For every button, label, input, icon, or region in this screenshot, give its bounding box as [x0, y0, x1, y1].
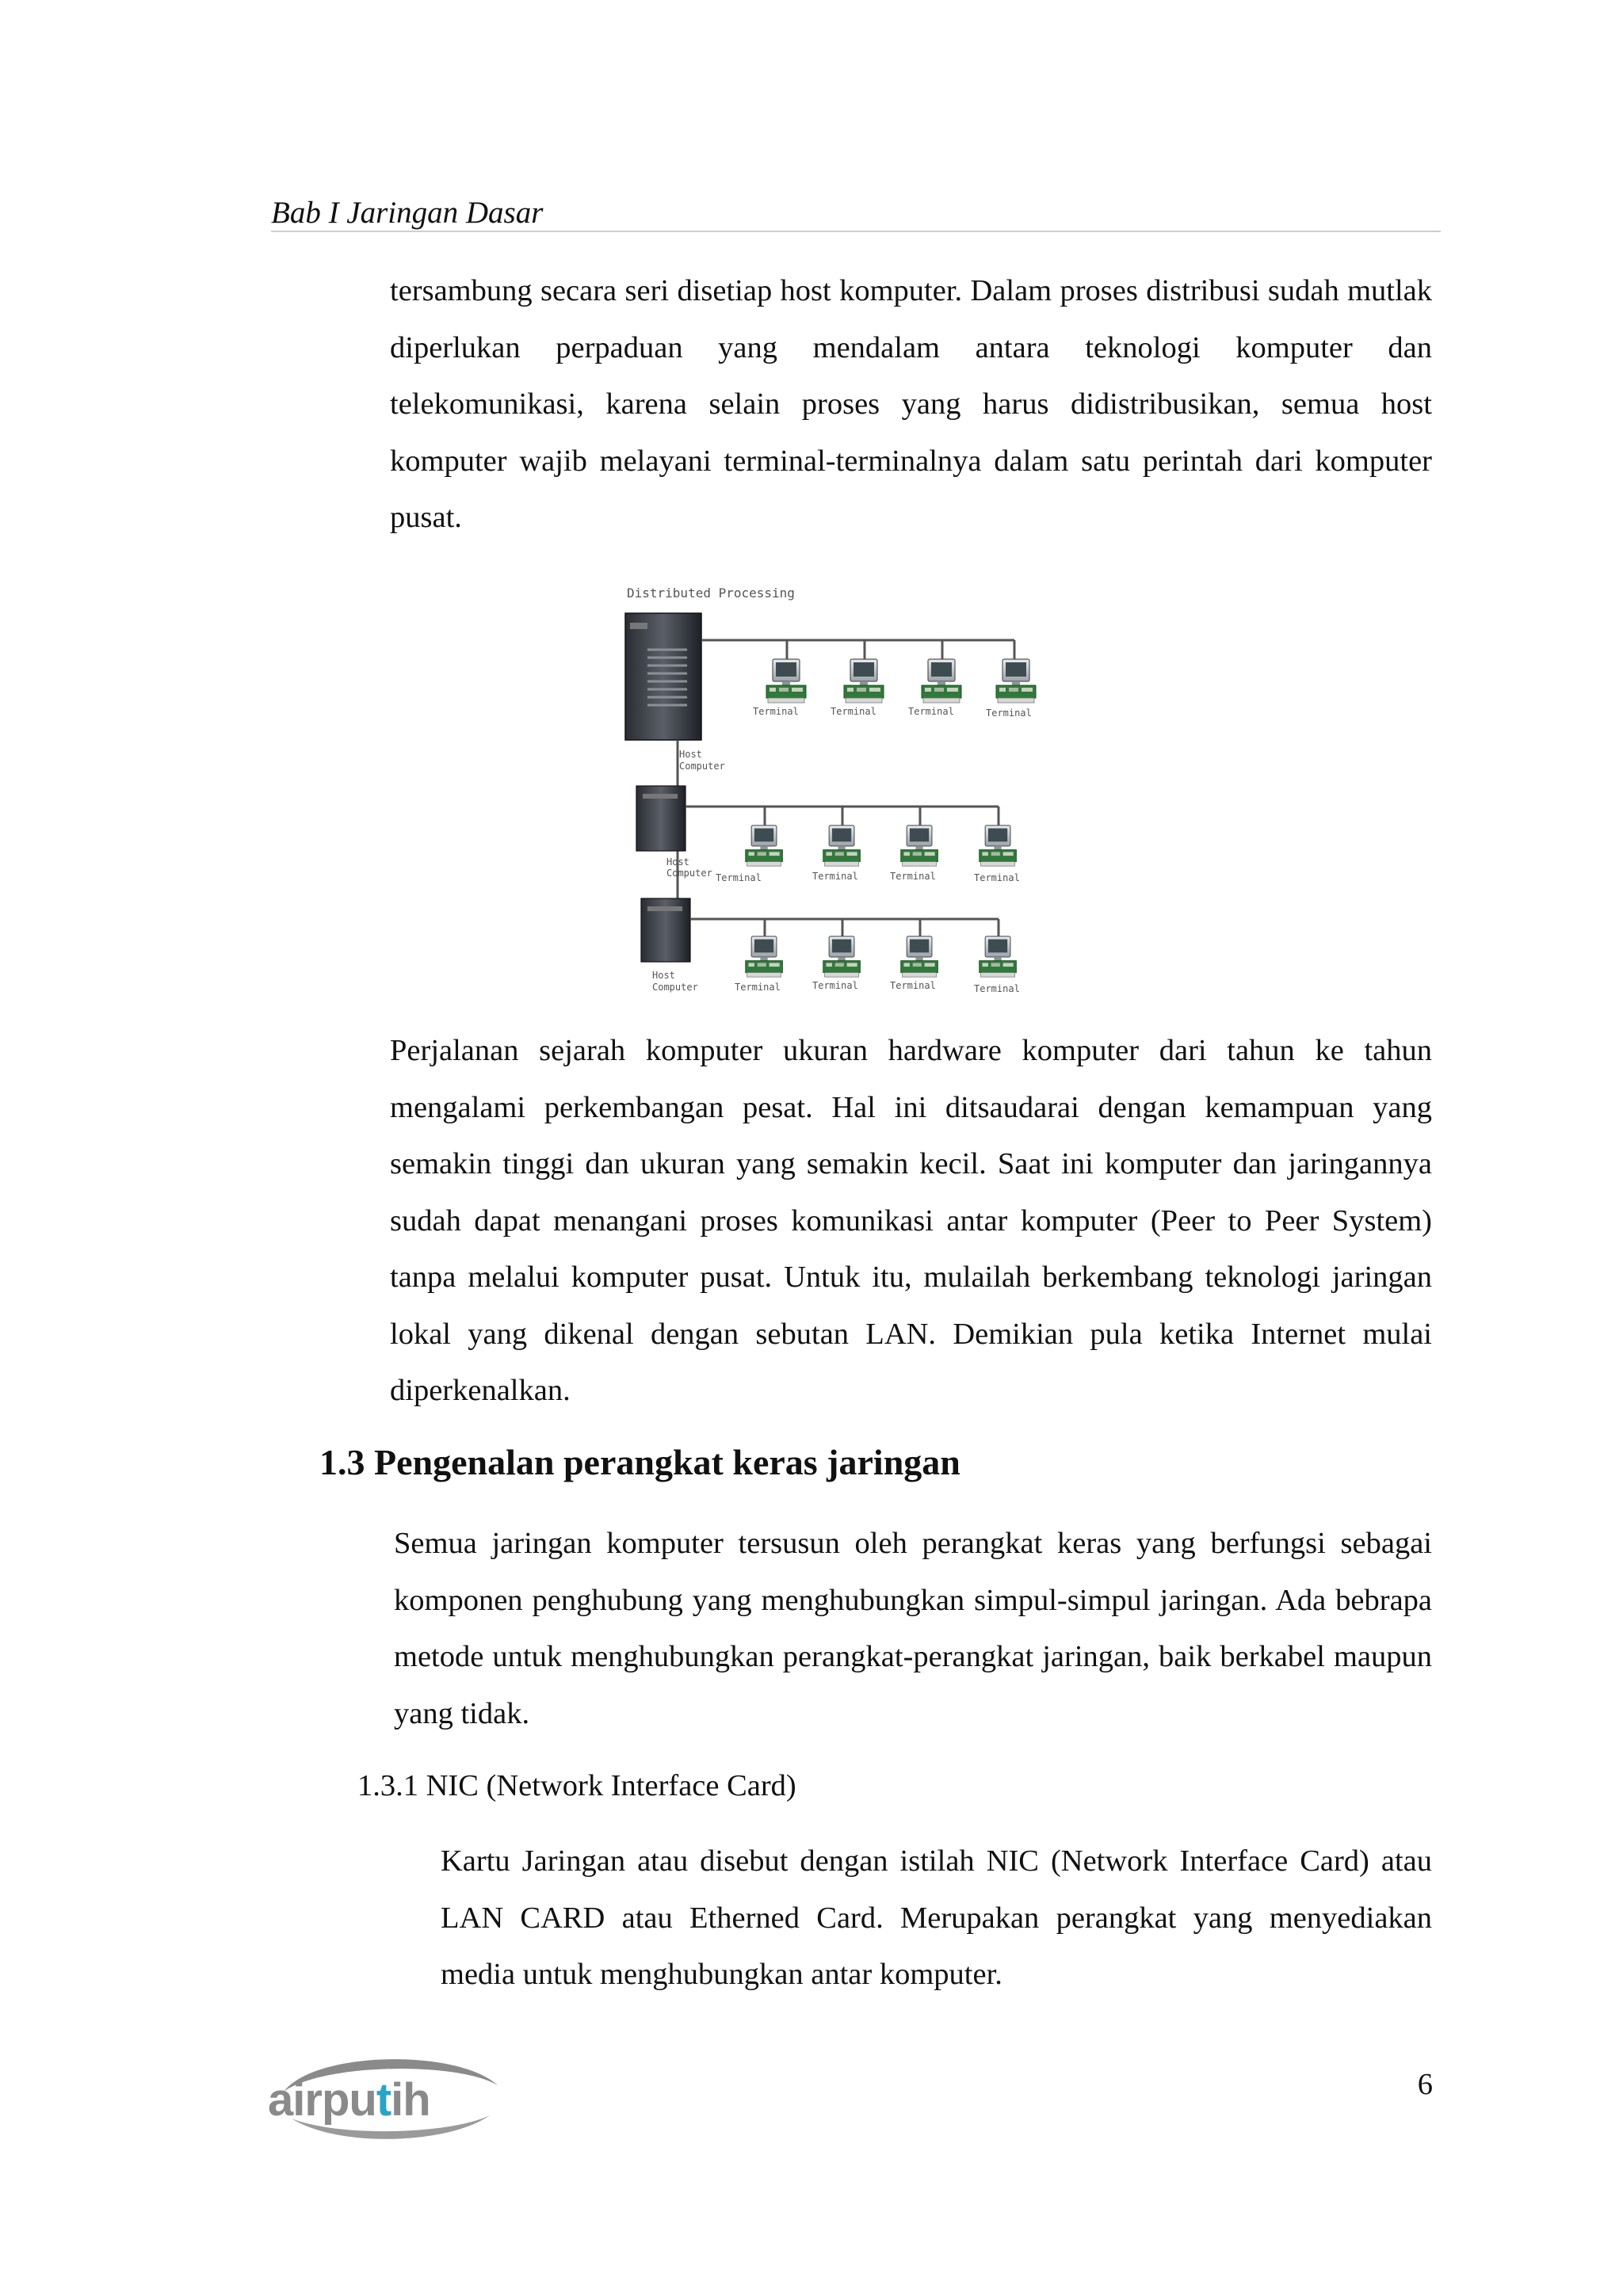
terminal-label-r3-2: Terminal [812, 980, 858, 991]
page-number: 6 [1417, 2068, 1433, 2101]
subsection-heading: 1.3.1 NIC (Network Interface Card) [357, 1769, 796, 1802]
host-label-middle-2: Computer [666, 868, 712, 879]
terminal-label-r1-1: Terminal [753, 706, 799, 717]
terminal-label-r2-2: Terminal [812, 871, 858, 882]
terminal-label-r3-1: Terminal [735, 982, 781, 993]
terminal-label-r3-4: Terminal [974, 983, 1020, 994]
host-label-main-2: Computer [679, 761, 725, 772]
figure-title: Distributed Processing [627, 585, 795, 601]
terminal-label-r1-4: Terminal [986, 707, 1032, 719]
host-label-bottom-2: Computer [652, 982, 698, 993]
host-label-main-1: Host [679, 749, 702, 760]
terminal-label-r3-3: Terminal [890, 980, 936, 991]
terminal-label-r2-3: Terminal [890, 871, 936, 882]
paragraph-history: Perjalanan sejarah komputer ukuran hardware komputer dari tahun ke tahun mengalami perkembangan pesat. Hal ini ditsaudarai dengan kemampuan yang semakin tinggi dan ukuran yang semakin kecil. Saat ini komputer dan jaringannya sudah dapat menangani proses komunikasi antar komputer (Peer to Peer System) tanpa melalui komputer pusat. Untuk itu, mulailah berkembang teknologi jaringan lokal yang dikenal dengan sebutan LAN. Demikian pula ketika Internet mulai diperkenalkan. [390, 1034, 1432, 1407]
running-header: Bab I Jaringan Dasar [271, 196, 544, 230]
paragraph-nic: Kartu Jaringan atau disebut dengan istilah NIC (Network Interface Card) atau LAN CARD atau Etherned Card. Merupakan perangkat yang menyediakan media untuk menghubungkan antar komputer. [441, 1844, 1432, 1991]
terminal-label-r2-1: Terminal [716, 872, 762, 883]
svg-text:airputih: airputih [268, 2074, 430, 2126]
paragraph-hardware-intro: Semua jaringan komputer tersusun oleh perangkat keras yang berfungsi sebagai komponen penghubung yang menghubungkan simpul-simpul jaringan. Ada bebrapa metode untuk menghubungkan perangkat-perangkat jaringan, baik berkabel maupun yang tidak. [394, 1527, 1432, 1730]
host-label-middle-1: Host [666, 856, 689, 868]
header-divider [271, 231, 1441, 232]
airputih-logo [268, 2046, 514, 2149]
terminal-label-r1-2: Terminal [831, 706, 876, 717]
host-label-bottom-1: Host [652, 970, 675, 981]
paragraph-distribution: tersambung secara seri disetiap host komputer. Dalam proses distribusi sudah mutlak diperlukan perpaduan yang mendalam antara teknologi komputer dan telekomunikasi, karena selain proses yang harus didistribusikan, semua host komputer wajib melayani terminal-terminalnya dalam satu perintah dari komputer pusat. [390, 274, 1432, 534]
terminal-label-r1-3: Terminal [908, 706, 954, 717]
section-heading: 1.3 Pengenalan perangkat keras jaringan [319, 1442, 960, 1482]
distributed-processing-figure [622, 578, 1066, 1006]
host-tower-main [625, 613, 701, 740]
terminal-label-r2-4: Terminal [974, 872, 1020, 883]
